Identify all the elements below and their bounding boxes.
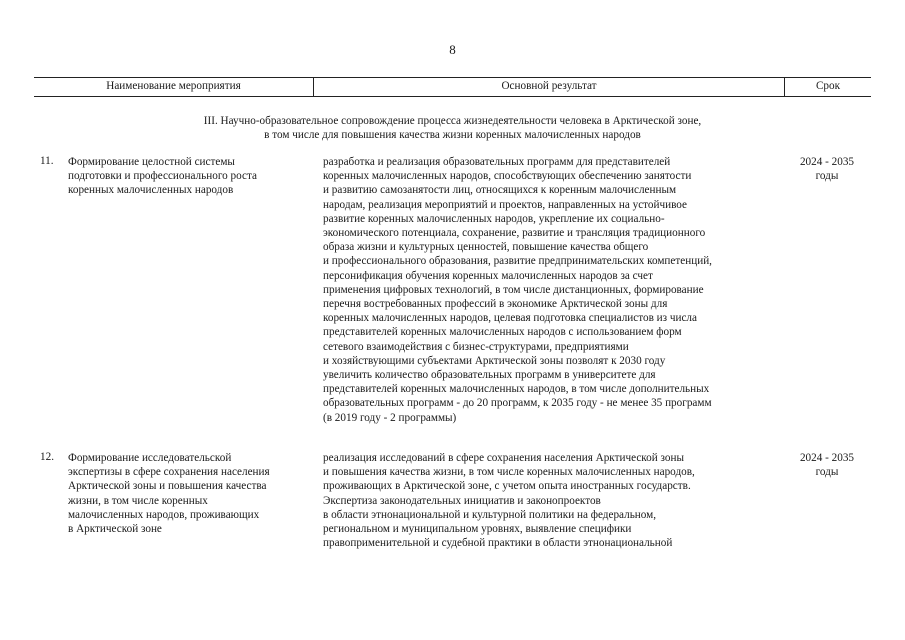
text-line: разработка и реализация образовательных программ для представителей <box>323 156 671 168</box>
text-line: образовательных программ - до 20 программ, к 2035 году - не менее 35 программ <box>323 397 712 410</box>
text-line: персонификация обучения коренных малочисленных народов за счет <box>323 269 653 282</box>
text-line: в области этнонациональной и культурной политики на федеральном, <box>323 508 657 521</box>
text-line: годы <box>815 170 839 183</box>
text-line: развитие коренных малочисленных народов, укрепление их социально- <box>323 212 665 225</box>
text-line: 2024 - 2035 <box>799 156 855 168</box>
text-line: региональном и муниципальном уровнях, выявление специфики <box>323 523 632 536</box>
column-header-name: Наименование мероприятия <box>106 80 241 92</box>
text-line: и повышения качества жизни, в том числе коренных малочисленных народов, <box>323 466 695 479</box>
text-line: экспертизы в сфере сохранения населения <box>68 466 270 479</box>
text-line: реализация исследований в сфере сохранения населения Арктической зоны <box>323 452 685 464</box>
row-number: 11. <box>40 155 54 167</box>
text-line: 2024 - 2035 <box>799 452 855 464</box>
table-header-top-border <box>34 77 871 78</box>
event-name <box>68 155 308 198</box>
text-line: сетевого взаимодействия с бизнес-структурами, предприятиями <box>323 340 629 353</box>
text-line: коренных малочисленных народов, целевая подготовка специалистов из числа <box>323 312 697 325</box>
text-line: правоприменительной и судебной практики в области этнонациональной <box>323 537 673 550</box>
text-line: применения цифровых технологий, в том числе дистанционных, формирование <box>323 283 704 296</box>
page-number: 8 <box>449 42 456 57</box>
event-name <box>68 451 308 536</box>
text-line: Экспертиза законодательных инициатив и законопроектов <box>323 494 601 507</box>
text-line: Формирование целостной системы <box>68 156 235 168</box>
text-line: коренных малочисленных народов, способствующих обеспечению занятости <box>323 170 692 183</box>
event-term <box>785 451 869 479</box>
text-line: и развитию самозанятости лиц, относящихся к коренным малочисленным <box>323 184 677 197</box>
row-number: 12. <box>40 451 54 463</box>
text-line: экономического потенциала, сохранение, развитие и трансляция традиционного <box>323 227 706 240</box>
text-line: увеличить количество образовательных программ в университете для <box>323 369 656 382</box>
text-line: (в 2019 году - 2 программы) <box>323 411 457 424</box>
text-line: подготовки и профессионального роста <box>68 170 257 183</box>
section-title-line: в том числе для повышения качества жизни коренных малочисленных народов <box>264 129 641 141</box>
section-title-line: III. Научно-образовательное сопровождение процесса жизнедеятельности человека в Арктической зоне, <box>203 115 702 127</box>
text-line: малочисленных народов, проживающих <box>68 508 260 521</box>
text-line: жизни, в том числе коренных <box>68 494 208 507</box>
text-line: перечня востребованных профессий в экономике Арктической зоны для <box>323 298 668 311</box>
text-line: представителей коренных малочисленных народов с использованием форм <box>323 326 682 339</box>
text-line: и профессионального образования, развитие предпринимательских компетенций, <box>323 255 712 268</box>
column-header-result: Основной результат <box>501 80 597 92</box>
text-line: Формирование исследовательской <box>68 452 232 464</box>
text-line: представителей коренных малочисленных народов, в том числе дополнительных <box>323 383 710 396</box>
text-line: в Арктической зоне <box>68 523 162 536</box>
text-line: народам, реализация мероприятий и проектов, направленных на устойчивое <box>323 198 688 211</box>
column-header-term: Срок <box>815 80 841 92</box>
text-line: проживающих в Арктической зоне, с учетом опыта иностранных государств. <box>323 480 691 493</box>
section-title <box>0 114 905 142</box>
text-line: и хозяйствующими субъектами Арктической зоны позволят к 2030 году <box>323 354 666 367</box>
event-result <box>323 155 793 425</box>
text-line: образа жизни и культурных ценностей, повышение качества общего <box>323 241 649 254</box>
event-term <box>785 155 869 183</box>
text-line: коренных малочисленных народов <box>68 184 234 197</box>
text-line: годы <box>815 466 839 479</box>
event-result <box>323 451 793 550</box>
text-line: Арктической зоны и повышения качества <box>68 480 267 493</box>
table-header-bottom-border <box>34 96 871 97</box>
